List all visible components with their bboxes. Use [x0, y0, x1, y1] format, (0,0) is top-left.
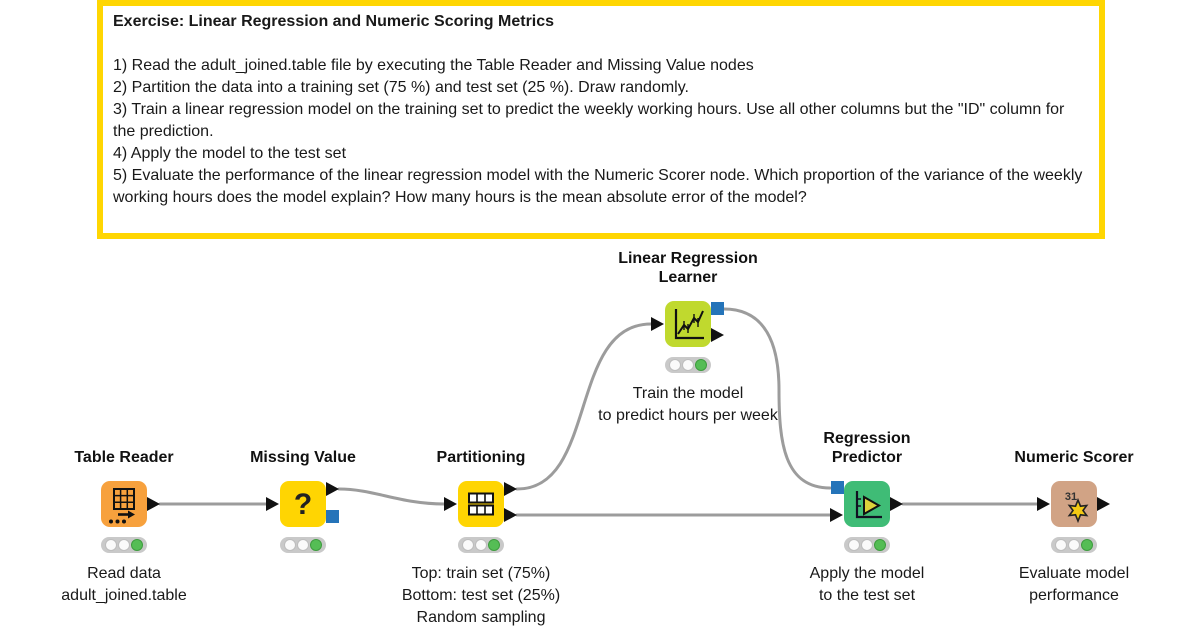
regression-predictor-icon[interactable] — [844, 481, 890, 527]
node-title: Regression Predictor — [823, 430, 911, 466]
output-port[interactable] — [890, 497, 903, 511]
traffic-light — [844, 537, 890, 553]
traffic-light — [458, 537, 504, 553]
model-output-port[interactable] — [711, 302, 724, 315]
status-light-red — [462, 539, 474, 551]
node-label: Top: train set (75%) Bottom: test set (25%) Random sampling — [401, 565, 561, 626]
input-port[interactable] — [830, 508, 843, 522]
status-light-red — [284, 539, 296, 551]
model-input-port[interactable] — [831, 481, 844, 494]
partitioning-icon[interactable] — [458, 481, 504, 527]
annotation-instruction-5: 5) Evaluate the performance of the linear regression model with the Numeric Scorer node. Which proportion of the variance of the weekly working hours does the model explain? How many hours is the mean absolute error of the model? — [113, 167, 1083, 206]
traffic-light — [280, 537, 326, 553]
status-light-green — [131, 539, 143, 551]
model-output-port[interactable] — [326, 510, 339, 523]
node-title: Linear Regression Learner — [618, 250, 758, 286]
output-port-test[interactable] — [504, 508, 517, 522]
workflow-annotation[interactable] — [97, 0, 1105, 239]
annotation-instruction-1: 1) Read the adult_joined.table file by executing the Table Reader and Missing Value nodes — [113, 57, 754, 74]
output-port[interactable] — [326, 482, 339, 496]
numeric-scorer-icon[interactable] — [1051, 481, 1097, 527]
status-light-red — [669, 359, 681, 371]
status-light-yellow — [297, 539, 309, 551]
node-title: Partitioning — [436, 449, 526, 466]
status-light-yellow — [682, 359, 694, 371]
linear-regression-learner-icon[interactable] — [665, 301, 711, 347]
table-grid-icon — [101, 481, 147, 527]
status-light-green — [874, 539, 886, 551]
annotation-instruction-3: 3) Train a linear regression model on the training set to predict the weekly working hours. Use all other columns but the "ID" column for the prediction. — [113, 101, 1065, 140]
traffic-light — [1051, 537, 1097, 553]
input-port[interactable] — [651, 317, 664, 331]
status-light-green — [1081, 539, 1093, 551]
table-reader-icon[interactable] — [101, 481, 147, 527]
annotation-title: Exercise: Linear Regression and Numeric Scoring Metrics — [113, 13, 555, 30]
status-light-yellow — [1068, 539, 1080, 551]
status-light-green — [488, 539, 500, 551]
node-label: Read data adult_joined.table — [61, 565, 187, 604]
traffic-light — [101, 537, 147, 553]
annotation-spacer — [113, 33, 1089, 55]
svg-text:?: ? — [293, 488, 313, 521]
regression-chart-icon — [665, 301, 711, 347]
status-light-red — [848, 539, 860, 551]
node-title: Missing Value — [250, 449, 356, 466]
node-label: Evaluate model performance — [1018, 565, 1130, 604]
svg-text:31: 31 — [1064, 491, 1078, 503]
output-port[interactable] — [147, 497, 160, 511]
split-table-icon — [458, 481, 504, 527]
wire-missing-value-to-partitioning[interactable] — [339, 489, 444, 504]
missing-value-icon[interactable] — [280, 481, 326, 527]
output-port-train[interactable] — [504, 482, 517, 496]
annotation-instruction-4: 4) Apply the model to the test set — [113, 145, 347, 162]
node-title: Table Reader — [74, 449, 174, 466]
traffic-light — [665, 357, 711, 373]
status-light-yellow — [475, 539, 487, 551]
output-port[interactable] — [711, 328, 724, 342]
annotation-instruction-2: 2) Partition the data into a training set (75 %) and test set (25 %). Draw randomly. — [113, 79, 689, 96]
output-port[interactable] — [1097, 497, 1110, 511]
predictor-icon — [844, 481, 890, 527]
status-light-yellow — [118, 539, 130, 551]
node-title: Numeric Scorer — [1014, 449, 1134, 466]
input-port[interactable] — [1037, 497, 1050, 511]
status-light-yellow — [861, 539, 873, 551]
node-label: Apply the model to the test set — [809, 565, 925, 604]
input-port[interactable] — [266, 497, 279, 511]
status-light-red — [105, 539, 117, 551]
node-label: Train the model to predict hours per week — [598, 385, 778, 424]
score-star-icon — [1051, 481, 1097, 527]
input-port[interactable] — [444, 497, 457, 511]
status-light-green — [695, 359, 707, 371]
status-light-red — [1055, 539, 1067, 551]
question-mark-icon — [280, 481, 326, 527]
status-light-green — [310, 539, 322, 551]
